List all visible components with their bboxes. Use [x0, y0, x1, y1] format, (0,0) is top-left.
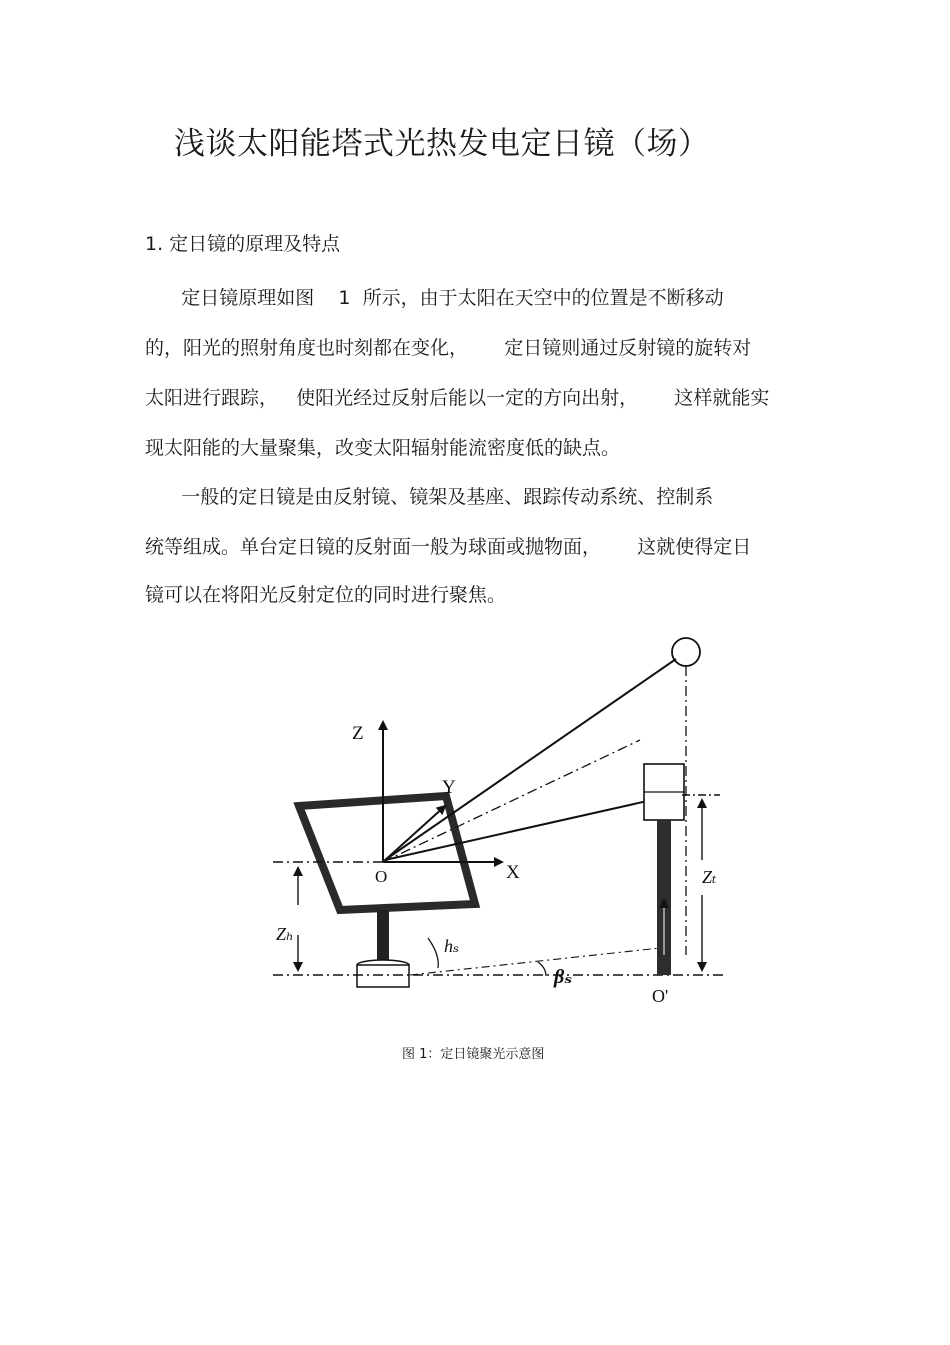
paragraph-line: 统等组成。单台定日镜的反射面一般为球面或抛物面， 这就使得定日 — [145, 536, 752, 558]
o-prime-label: O' — [652, 986, 669, 1006]
hs-label: hₛ — [444, 936, 460, 956]
beta-label: βₛ — [554, 966, 573, 988]
paragraph-line: 的，阳光的照射角度也时刻都在变化， 定日镜则通过反射镜的旋转对 — [145, 337, 752, 359]
paragraph-line: 镜可以在将阳光反射定位的同时进行聚焦。 — [145, 584, 507, 606]
paragraph-line: 定日镜原理如图 1 所示，由于太阳在天空中的位置是不断移动 — [145, 287, 724, 309]
z-axis-label: Z — [352, 723, 364, 744]
zh-label: Zₕ — [276, 924, 294, 944]
sun-icon — [672, 638, 700, 666]
zt-label: Zₜ — [702, 867, 717, 887]
y-axis-label: Y — [442, 777, 456, 798]
reflected-ray — [385, 795, 674, 860]
mirror-frame — [299, 796, 475, 910]
paragraph-line: 一般的定日镜是由反射镜、镜架及基座、跟踪传动系统、控制系 — [145, 486, 714, 508]
document-title: 浅谈太阳能塔式光热发电定日镜（场） — [174, 126, 710, 162]
figure-caption: 图 1：定日镜聚光示意图 — [402, 1047, 545, 1062]
heliostat-pedestal — [377, 910, 389, 964]
section-heading: 1. 定日镜的原理及特点 — [145, 233, 341, 255]
beta-angle-arc — [538, 962, 546, 976]
paragraph-line: 现太阳能的大量聚集，改变太阳辐射能流密度低的缺点。 — [145, 437, 621, 459]
hs-angle-arc — [428, 938, 438, 968]
incident-ray — [385, 659, 676, 860]
origin-label: O — [375, 867, 388, 886]
x-axis-label: X — [506, 862, 520, 883]
paragraph-line: 太阳进行跟踪， 使阳光经过反射后能以一定的方向出射， 这样就能实 — [145, 387, 770, 409]
